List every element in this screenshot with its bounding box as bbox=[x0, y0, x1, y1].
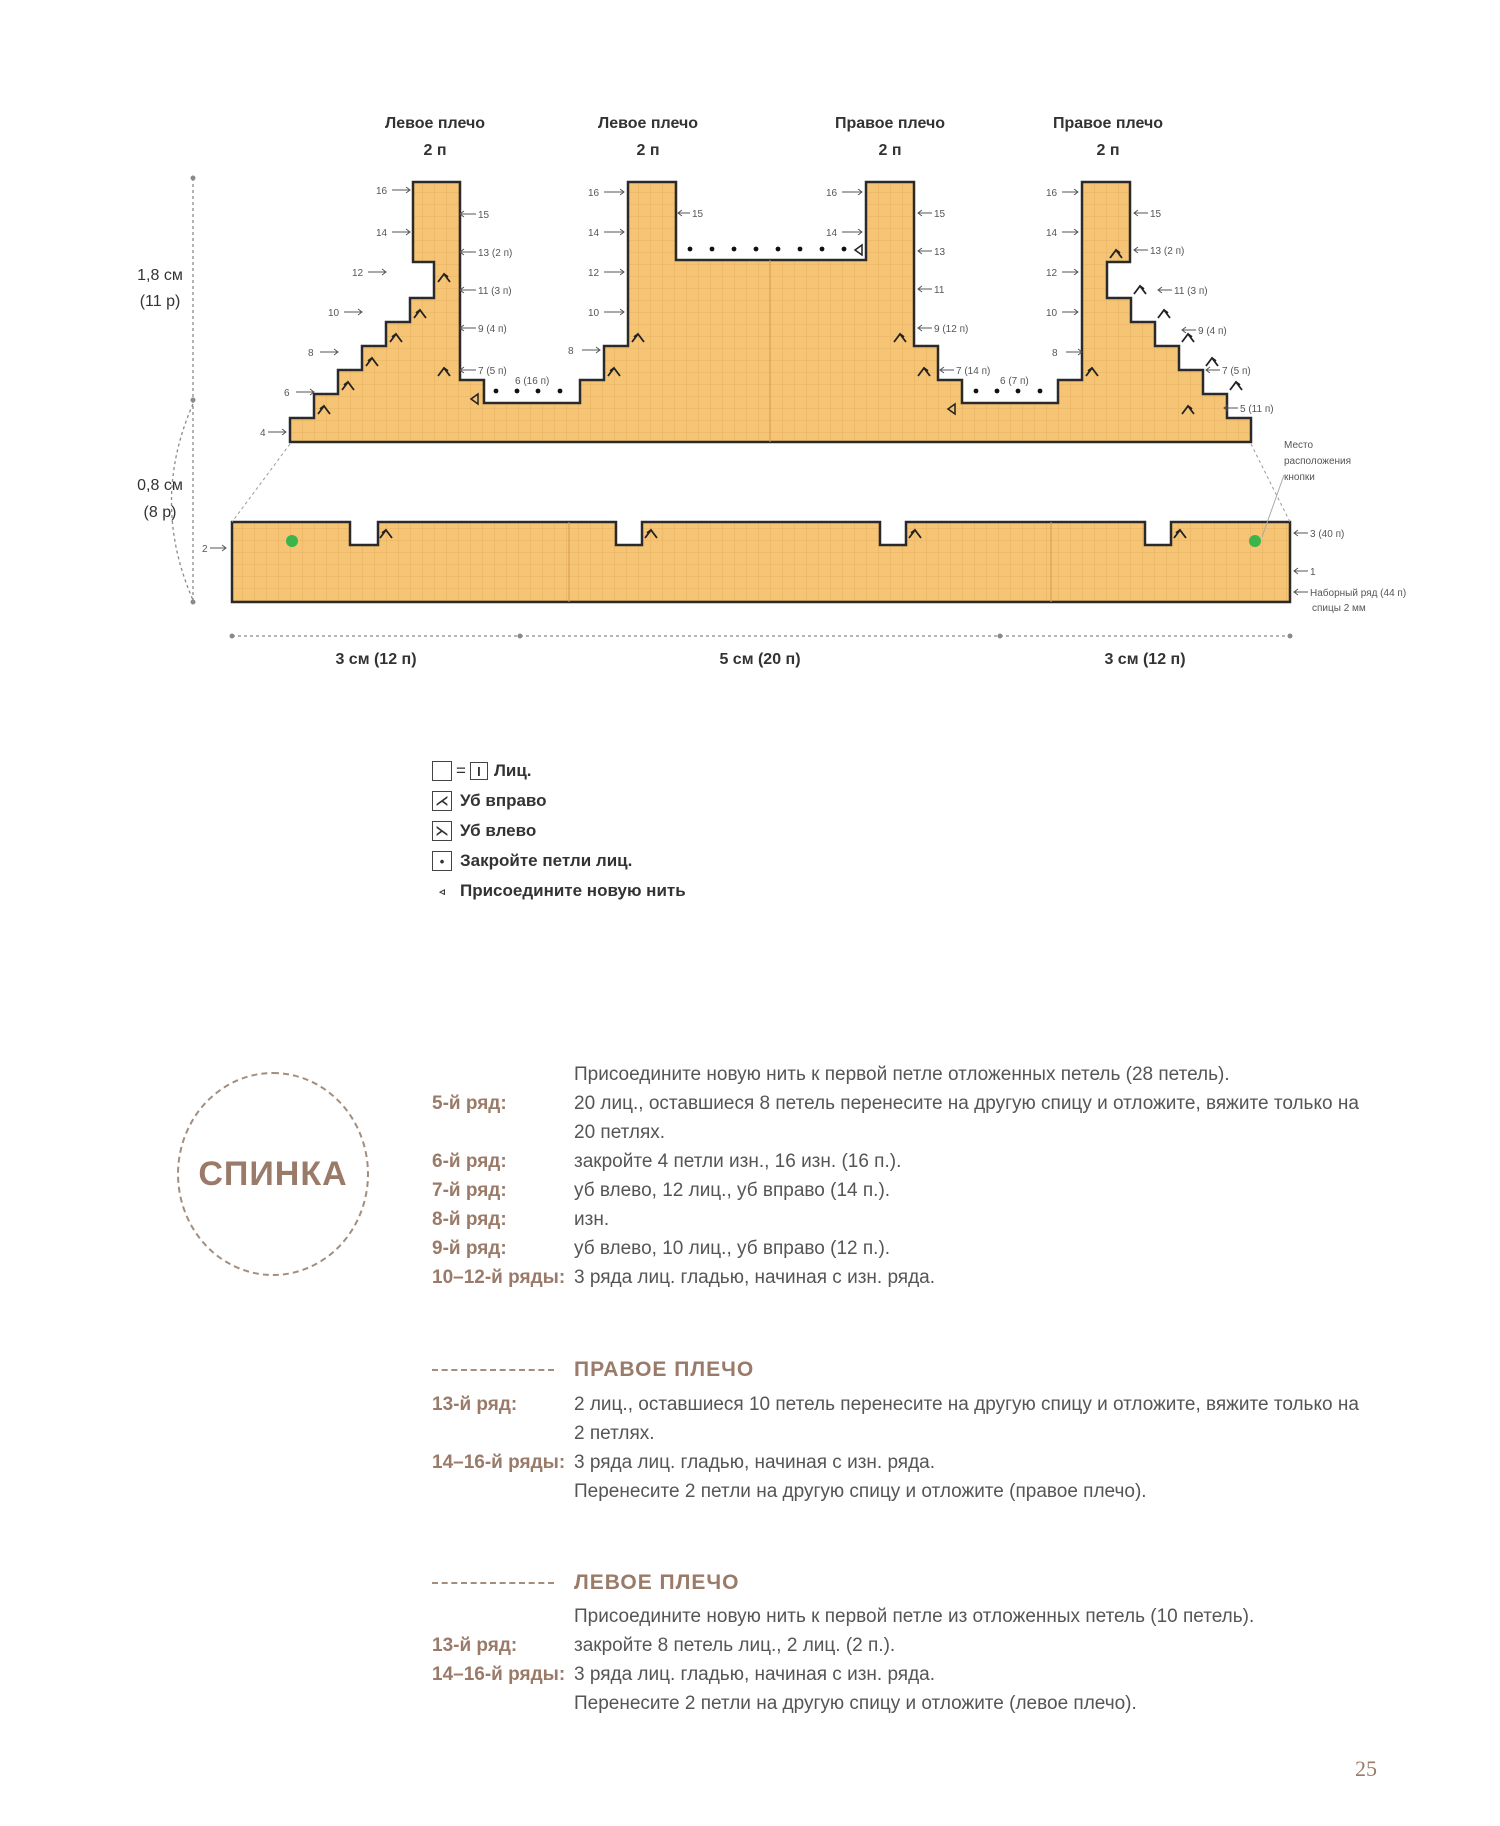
text-row bbox=[432, 1234, 1374, 1263]
row-text: 3 ряда лиц. гладью, начиная с изн. ряда. bbox=[574, 1664, 936, 1685]
svg-text:3 (40 п): 3 (40 п) bbox=[1310, 529, 1345, 540]
svg-text:7 (5 п): 7 (5 п) bbox=[478, 366, 507, 377]
legend-new-yarn-label: Присоедините новую нить bbox=[460, 881, 686, 900]
svg-text:6 (16 п): 6 (16 п) bbox=[515, 376, 550, 387]
row-label: 10–12-й ряды: bbox=[432, 1267, 566, 1288]
section-badge bbox=[177, 1072, 369, 1276]
chart-legend bbox=[432, 756, 686, 906]
row-text: 2 лиц., оставшиеся 10 петель перенесите на другую спицу и отложите, вяжите только на 2 петлях. bbox=[574, 1394, 1359, 1444]
svg-text:9 (4 п): 9 (4 п) bbox=[1198, 326, 1227, 337]
row-label bbox=[432, 1060, 574, 1089]
new-yarn-triangle-icon: ◃ bbox=[439, 885, 445, 898]
text-row bbox=[432, 1147, 1374, 1176]
svg-text:4: 4 bbox=[260, 428, 266, 439]
heading-dash bbox=[432, 1369, 554, 1371]
row-label: 14–16-й ряды: bbox=[432, 1664, 566, 1685]
label-right-shoulder-1-count: 2 п bbox=[878, 142, 902, 159]
text-row bbox=[432, 1602, 1374, 1631]
svg-text:15: 15 bbox=[934, 209, 946, 220]
left-shoulder-title: ЛЕВОЕ ПЛЕЧО bbox=[574, 1571, 740, 1594]
width-left: 3 см (12 п) bbox=[335, 651, 417, 668]
svg-text:14: 14 bbox=[1046, 228, 1058, 239]
lower-chart-grid bbox=[232, 522, 1290, 602]
svg-text:15: 15 bbox=[478, 210, 490, 221]
label-left-shoulder-1: Левое плечо bbox=[384, 115, 486, 132]
height-upper-rows: (11 р) bbox=[139, 293, 181, 310]
section-badge-label: СПИНКА bbox=[198, 1154, 348, 1193]
row-text: Перенесите 2 петли на другую спицу и отложите (левое плечо). bbox=[574, 1693, 1137, 1714]
row-label: 13-й ряд: bbox=[432, 1394, 518, 1415]
connector-lines bbox=[232, 444, 1290, 522]
legend-equals: = bbox=[456, 761, 466, 780]
svg-text:10: 10 bbox=[328, 308, 340, 319]
row-text: Перенесите 2 петли на другую спицу и отложите (правое плечо). bbox=[574, 1481, 1147, 1502]
row-text: 3 ряда лиц. гладью, начиная с изн. ряда. bbox=[574, 1452, 936, 1473]
row-text: уб влево, 10 лиц., уб вправо (12 п.). bbox=[574, 1238, 891, 1259]
text-row bbox=[432, 1390, 1374, 1448]
svg-text:14: 14 bbox=[826, 228, 838, 239]
svg-text:7 (14 п): 7 (14 п) bbox=[956, 366, 991, 377]
svg-text:11: 11 bbox=[934, 285, 945, 296]
svg-text:13 (2 п): 13 (2 п) bbox=[1150, 246, 1185, 257]
bind-off-dot-icon: • bbox=[432, 851, 452, 871]
svg-text:10: 10 bbox=[588, 308, 600, 319]
legend-empty-box-icon bbox=[432, 761, 452, 781]
height-lower-cm: 0,8 см bbox=[137, 477, 183, 494]
text-row bbox=[432, 1060, 1374, 1089]
svg-text:12: 12 bbox=[1046, 268, 1058, 279]
height-upper-cm: 1,8 см bbox=[137, 267, 183, 284]
row-label bbox=[432, 1689, 574, 1718]
width-right: 3 см (12 п) bbox=[1104, 651, 1186, 668]
svg-text:12: 12 bbox=[588, 268, 600, 279]
svg-text:14: 14 bbox=[588, 228, 600, 239]
row-text: закройте 4 петли изн., 16 изн. (16 п.). bbox=[574, 1151, 902, 1172]
row-text: изн. bbox=[574, 1209, 610, 1230]
svg-text:11 (3 п): 11 (3 п) bbox=[1174, 286, 1208, 297]
height-lower-rows: (8 р) bbox=[143, 504, 177, 521]
legend-new-yarn bbox=[432, 876, 686, 906]
right-shoulder-title: ПРАВОЕ ПЛЕЧО bbox=[574, 1358, 755, 1381]
svg-text:9 (12 п): 9 (12 п) bbox=[934, 324, 969, 335]
svg-text:16: 16 bbox=[1046, 188, 1058, 199]
svg-text:5 (11 п): 5 (11 п) bbox=[1240, 404, 1274, 415]
legend-knit bbox=[432, 756, 686, 786]
label-right-shoulder-2-count: 2 п bbox=[1096, 142, 1120, 159]
row-text: 20 лиц., оставшиеся 8 петель перенесите на другую спицу и отложите, вяжите только на 20 петлях. bbox=[574, 1093, 1359, 1143]
decrease-right-icon: ⋌ bbox=[432, 791, 452, 811]
text-row bbox=[432, 1263, 1374, 1292]
row-text: Присоедините новую нить к первой петле отложенных петель (28 петель). bbox=[574, 1064, 1230, 1085]
text-row bbox=[432, 1660, 1374, 1689]
svg-text:Место: Место bbox=[1284, 440, 1314, 451]
svg-text:6: 6 bbox=[284, 388, 290, 399]
label-right-shoulder-2: Правое плечо bbox=[1052, 115, 1164, 132]
row-label: 7-й ряд: bbox=[432, 1180, 507, 1201]
svg-text:16: 16 bbox=[376, 186, 388, 197]
svg-text:16: 16 bbox=[588, 188, 600, 199]
text-row bbox=[432, 1448, 1374, 1477]
svg-text:9 (4 п): 9 (4 п) bbox=[478, 324, 507, 335]
button-marker-left bbox=[286, 535, 298, 547]
row-label: 5-й ряд: bbox=[432, 1093, 507, 1114]
legend-knit-box-icon: I bbox=[470, 762, 488, 780]
svg-text:13 (2 п): 13 (2 п) bbox=[478, 248, 513, 259]
main-rows bbox=[432, 1060, 1374, 1292]
legend-dec-right-label: Уб вправо bbox=[460, 791, 547, 810]
button-marker-right bbox=[1249, 535, 1261, 547]
row-text: уб влево, 12 лиц., уб вправо (14 п.). bbox=[574, 1180, 891, 1201]
row-label: 14–16-й ряды: bbox=[432, 1452, 566, 1473]
legend-ssk-right bbox=[432, 786, 686, 816]
text-row bbox=[432, 1631, 1374, 1660]
text-row bbox=[432, 1689, 1374, 1718]
left-shoulder-rows bbox=[432, 1602, 1374, 1718]
svg-text:10: 10 bbox=[1046, 308, 1058, 319]
svg-text:1: 1 bbox=[1310, 567, 1316, 578]
legend-ssk-left bbox=[432, 816, 686, 846]
row-label: 6-й ряд: bbox=[432, 1151, 507, 1172]
label-left-shoulder-2: Левое плечо bbox=[597, 115, 699, 132]
heading-dash bbox=[432, 1582, 554, 1584]
svg-text:7 (5 п): 7 (5 п) bbox=[1222, 366, 1251, 377]
row-label: 8-й ряд: bbox=[432, 1209, 507, 1230]
svg-text:расположения: расположения bbox=[1284, 456, 1352, 467]
label-left-shoulder-1-count: 2 п bbox=[423, 142, 447, 159]
width-center: 5 см (20 п) bbox=[719, 651, 801, 668]
label-left-shoulder-2-count: 2 п bbox=[636, 142, 660, 159]
legend-knit-label: Лиц. bbox=[493, 761, 532, 780]
svg-text:11 (3 п): 11 (3 п) bbox=[478, 286, 512, 297]
decrease-left-icon: ⋋ bbox=[432, 821, 452, 841]
left-shoulder-heading bbox=[432, 1571, 740, 1595]
svg-text:Наборный ряд (44 п): Наборный ряд (44 п) bbox=[1310, 588, 1407, 599]
svg-text:15: 15 bbox=[1150, 209, 1162, 220]
row-label bbox=[432, 1477, 574, 1506]
svg-text:8: 8 bbox=[1052, 348, 1058, 359]
svg-text:15: 15 bbox=[692, 209, 704, 220]
svg-text:кнопки: кнопки bbox=[1284, 472, 1315, 483]
svg-text:6 (7 п): 6 (7 п) bbox=[1000, 376, 1029, 387]
page-number: 25 bbox=[1355, 1756, 1377, 1781]
svg-text:13: 13 bbox=[934, 247, 946, 258]
row-label: 13-й ряд: bbox=[432, 1635, 518, 1656]
svg-text:8: 8 bbox=[308, 348, 314, 359]
row-text: 3 ряда лиц. гладью, начиная с изн. ряда. bbox=[574, 1267, 936, 1288]
svg-text:8: 8 bbox=[568, 346, 574, 357]
legend-bind-off bbox=[432, 846, 686, 876]
knitting-chart bbox=[0, 0, 1500, 720]
row-label bbox=[432, 1602, 574, 1631]
text-row bbox=[432, 1176, 1374, 1205]
svg-text:2: 2 bbox=[202, 544, 208, 555]
row-text: Присоедините новую нить к первой петле из отложенных петель (10 петель). bbox=[574, 1606, 1255, 1627]
svg-text:14: 14 bbox=[376, 228, 388, 239]
label-right-shoulder-1: Правое плечо bbox=[834, 115, 946, 132]
svg-text:12: 12 bbox=[352, 268, 364, 279]
svg-text:16: 16 bbox=[826, 188, 838, 199]
row-text: закройте 8 петель лиц., 2 лиц. (2 п.). bbox=[574, 1635, 896, 1656]
right-shoulder-heading bbox=[432, 1358, 754, 1382]
text-row bbox=[432, 1205, 1374, 1234]
text-row bbox=[432, 1089, 1374, 1147]
right-shoulder-rows bbox=[432, 1390, 1374, 1506]
svg-text:спицы 2 мм: спицы 2 мм bbox=[1312, 603, 1366, 614]
legend-dec-left-label: Уб влево bbox=[460, 821, 537, 840]
text-row bbox=[432, 1477, 1374, 1506]
height-dimension bbox=[172, 178, 194, 602]
legend-bind-off-label: Закройте петли лиц. bbox=[460, 851, 633, 870]
row-label: 9-й ряд: bbox=[432, 1238, 507, 1259]
